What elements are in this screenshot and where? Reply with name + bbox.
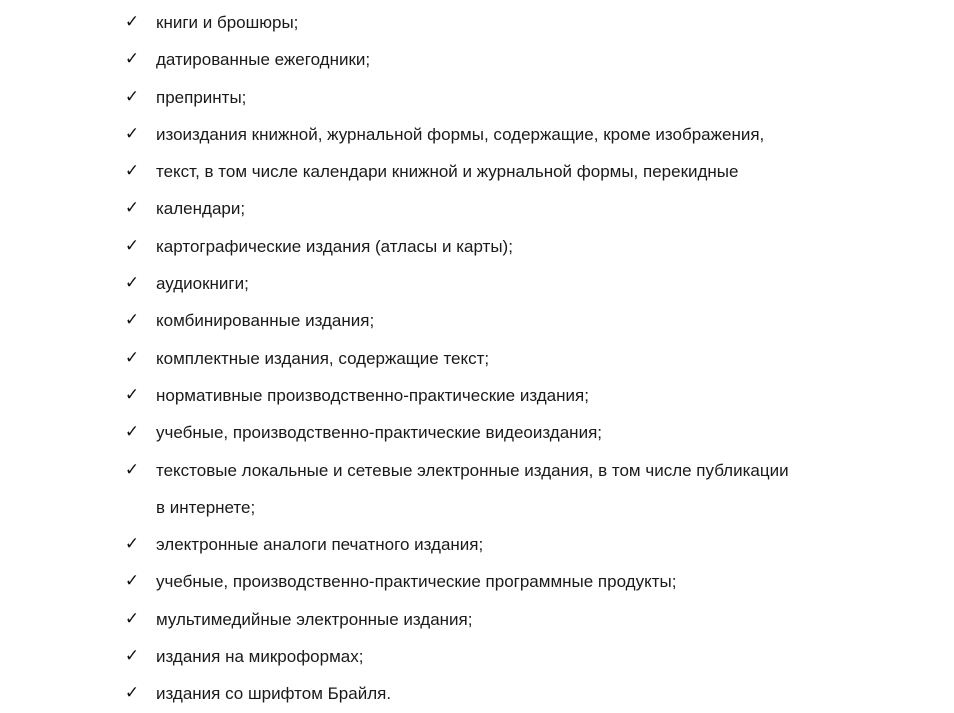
check-mark-icon: ✓ [124, 198, 140, 219]
list-item-text: мультимедийные электронные издания; [156, 609, 473, 629]
list-item-text: книги и брошюры; [156, 13, 299, 32]
list-item [0, 638, 954, 675]
list-item-text: издания со шрифтом Брайля. [156, 684, 392, 704]
list-item-continuation [0, 489, 954, 526]
list-item-text: датированные ежегодники; [156, 50, 371, 70]
list-item-text: учебные, производственно-практические видеоиздания; [156, 423, 602, 443]
list-item-text: в интернете; [156, 497, 256, 517]
checklist [0, 4, 954, 713]
list-item-text: комплектные издания, содержащие текст; [156, 348, 490, 368]
check-mark-icon: ✓ [124, 235, 140, 256]
list-item [0, 302, 954, 339]
list-item [0, 340, 954, 377]
check-mark-icon: ✓ [124, 12, 140, 32]
list-item-text: электронные аналоги печатного издания; [156, 535, 484, 555]
check-mark-icon: ✓ [124, 422, 140, 443]
list-item [0, 228, 954, 265]
check-mark-icon: ✓ [124, 86, 140, 107]
list-item [0, 190, 954, 227]
check-mark-icon: ✓ [124, 310, 140, 331]
list-item [0, 414, 954, 451]
list-item-text: текстовые локальные и сетевые электронные издания, в том числе публикации [156, 460, 789, 480]
list-item-text: издания на микроформах; [156, 647, 364, 667]
check-mark-icon: ✓ [124, 161, 140, 182]
check-mark-icon: ✓ [124, 49, 140, 70]
list-item [0, 153, 954, 190]
list-item-text: нормативные производственно-практические издания; [156, 385, 589, 405]
list-item [0, 377, 954, 414]
list-item [0, 4, 954, 41]
check-mark-icon: ✓ [124, 608, 140, 629]
check-mark-icon: ✓ [124, 459, 140, 480]
list-item-text: изоиздания книжной, журнальной формы, содержащие, кроме изображения, [156, 124, 765, 144]
check-mark-icon: ✓ [124, 534, 140, 555]
list-item [0, 452, 954, 489]
list-item [0, 116, 954, 153]
list-item-text: текст, в том числе календари книжной и журнальной формы, перекидные [156, 162, 739, 182]
check-mark-icon: ✓ [124, 646, 140, 667]
check-mark-icon: ✓ [124, 384, 140, 405]
list-item-text: препринты; [156, 87, 247, 107]
check-mark-icon: ✓ [124, 683, 140, 704]
check-mark-icon: ✓ [124, 123, 140, 144]
list-item-text: календари; [156, 199, 246, 219]
check-mark-icon: ✓ [124, 347, 140, 368]
list-item [0, 601, 954, 638]
list-item [0, 41, 954, 78]
list-item-text: картографические издания (атласы и карты); [156, 236, 513, 256]
check-mark-icon: ✓ [124, 571, 140, 592]
list-item-text: учебные, производственно-практические программные продукты; [156, 572, 677, 592]
check-mark-icon: ✓ [124, 273, 140, 294]
list-item [0, 265, 954, 302]
list-item-text: комбинированные издания; [156, 311, 375, 331]
list-item [0, 79, 954, 116]
list-item [0, 526, 954, 563]
list-item [0, 675, 954, 712]
list-item-text: аудиокниги; [156, 274, 249, 294]
list-item [0, 563, 954, 600]
